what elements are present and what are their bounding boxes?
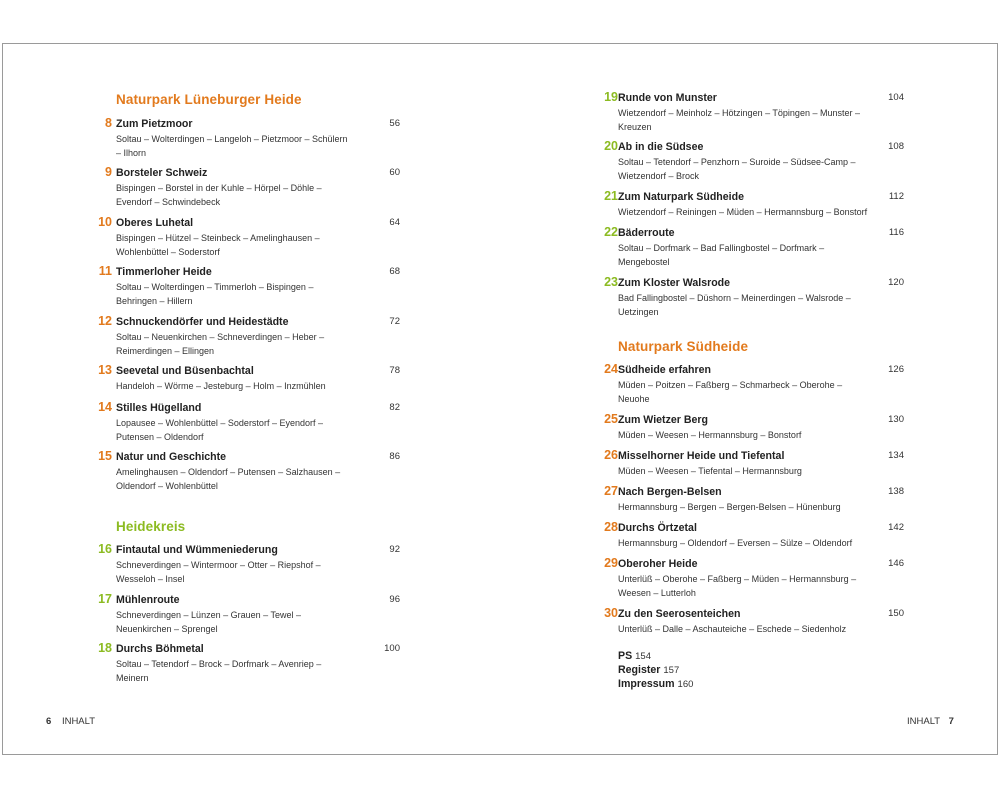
misc-label: PS [618, 650, 633, 662]
entry-page-number: 108 [888, 141, 904, 152]
entry-page-number: 72 [389, 316, 400, 327]
footer-page-number: 6 [46, 716, 52, 727]
toc-entry-18[interactable] [98, 641, 400, 685]
entry-places: Schneverdingen – Wintermoor – Otter – Riepshof – Wesseloh – Insel [116, 560, 321, 584]
entry-page-number: 82 [389, 402, 400, 413]
entry-number: 18 [98, 641, 112, 655]
entry-places: Soltau – Neuenkirchen – Schneverdingen – Heber – Reimerdingen – Ellingen [116, 332, 325, 356]
entry-page-number: 112 [888, 191, 904, 202]
entry-page-number: 92 [389, 544, 400, 555]
entry-title: Zum Kloster Walsrode [618, 277, 731, 289]
entry-places: Unterlüß – Oberohe – Faßberg – Müden – Hermannsburg – Weesen – Lutterloh [618, 574, 857, 598]
entry-places: Müden – Weesen – Tiefental – Hermannsburg [618, 466, 802, 476]
entry-title: Runde von Munster [618, 92, 717, 104]
entry-title: Mühlenroute [116, 594, 180, 606]
entry-number: 26 [604, 448, 618, 462]
toc-entry-10[interactable] [98, 215, 400, 259]
entry-number: 30 [604, 606, 618, 620]
toc-entry-12[interactable] [98, 314, 400, 358]
toc-entry-14[interactable] [98, 400, 400, 444]
toc-entry-21[interactable] [604, 189, 904, 219]
toc-entry-ps[interactable] [618, 649, 651, 664]
toc-entry-26[interactable] [604, 448, 904, 478]
entry-places: Müden – Weesen – Hermannsburg – Bonstorf [618, 430, 802, 440]
toc-entry-impressum[interactable] [618, 677, 693, 692]
entry-number: 28 [604, 520, 618, 534]
toc-entry-22[interactable] [604, 225, 904, 269]
section-heading-lueneburger-heide: Naturpark Lüneburger Heide [116, 92, 302, 107]
section-heading-suedheide: Naturpark Südheide [618, 339, 749, 354]
left-page-footer [46, 716, 95, 727]
entry-title: Nach Bergen-Belsen [618, 486, 722, 498]
entry-places: Soltau – Tetendorf – Penzhorn – Suroide – Südsee-Camp – Wietzendorf – Brock [618, 157, 856, 181]
misc-page-number: 157 [663, 665, 680, 676]
entry-places: Schneverdingen – Lünzen – Grauen – Tewel – Neuenkirchen – Sprengel [116, 610, 301, 634]
entry-number: 23 [604, 275, 618, 289]
misc-label: Register [618, 664, 661, 676]
entry-number: 21 [604, 189, 618, 203]
toc-entry-16[interactable] [98, 542, 400, 586]
entry-number: 29 [604, 556, 618, 570]
entry-number: 12 [98, 314, 112, 328]
entry-places: Handeloh – Wörme – Jesteburg – Holm – Inzmühlen [116, 381, 326, 391]
entry-title: Zum Wietzer Berg [618, 414, 708, 426]
entry-places: Soltau – Tetendorf – Brock – Dorfmark – Avenriep – Meinern [116, 659, 322, 683]
entry-places: Lopausee – Wohlenbüttel – Soderstorf – Eyendorf – Putensen – Oldendorf [116, 418, 323, 442]
toc-entry-13[interactable] [98, 363, 400, 393]
right-page-footer [907, 716, 954, 727]
entry-number: 16 [98, 542, 112, 556]
entry-places: Wietzendorf – Meinholz – Hötzingen – Töpingen – Munster – Kreuzen [618, 108, 860, 132]
entry-title: Zu den Seerosenteichen [618, 608, 741, 620]
entry-places: Soltau – Wolterdingen – Timmerloh – Bispingen – Behringen – Hillern [116, 282, 314, 306]
entry-page-number: 142 [888, 522, 904, 533]
entry-places: Bispingen – Hützel – Steinbeck – Amelinghausen – Wohlenbüttel – Soderstorf [116, 233, 320, 257]
entry-page-number: 104 [888, 92, 904, 103]
entry-page-number: 86 [389, 451, 400, 462]
entry-page-number: 60 [389, 167, 400, 178]
entry-page-number: 100 [384, 643, 400, 654]
entry-number: 15 [98, 449, 112, 463]
entry-title: Zum Pietzmoor [116, 118, 193, 130]
toc-entry-9[interactable] [105, 165, 400, 209]
entry-title: Borsteler Schweiz [116, 167, 208, 179]
toc-entry-25[interactable] [604, 412, 904, 442]
entry-number: 24 [604, 362, 618, 376]
entry-page-number: 120 [888, 277, 904, 288]
entry-page-number: 134 [888, 450, 904, 461]
entry-places: Soltau – Wolterdingen – Langeloh – Pietzmoor – Schülern – Ilhorn [116, 134, 348, 158]
toc-entry-30[interactable] [604, 606, 904, 636]
entry-title: Stilles Hügelland [116, 402, 202, 414]
entry-title: Fintautal und Wümmeniederung [116, 544, 278, 556]
toc-entry-24[interactable] [604, 362, 904, 406]
entry-number: 11 [98, 264, 112, 278]
entry-places: Wietzendorf – Reiningen – Müden – Hermannsburg – Bonstorf [618, 207, 868, 217]
entry-page-number: 138 [888, 486, 904, 497]
misc-label: Impressum [618, 678, 675, 690]
entry-places: Bispingen – Borstel in der Kuhle – Hörpel – Döhle – Evendorf – Schwindebeck [116, 183, 322, 207]
footer-label: INHALT [61, 716, 96, 727]
toc-entry-28[interactable] [604, 520, 904, 550]
entry-number: 14 [98, 400, 112, 414]
toc-entry-11[interactable] [98, 264, 400, 308]
entry-page-number: 68 [389, 266, 400, 277]
entry-title: Oberoher Heide [618, 558, 698, 570]
entry-title: Natur und Geschichte [116, 451, 227, 463]
entry-number: 17 [98, 592, 112, 606]
entry-page-number: 56 [389, 118, 400, 129]
entry-places: Hermannsburg – Oldendorf – Eversen – Sülze – Oldendorf [618, 538, 853, 548]
entry-page-number: 150 [888, 608, 904, 619]
misc-page-number: 160 [677, 679, 694, 690]
entry-title: Südheide erfahren [618, 364, 712, 376]
footer-label: INHALT [907, 716, 940, 727]
entry-number: 13 [98, 363, 112, 377]
entry-title: Bäderroute [618, 227, 675, 239]
entry-title: Durchs Örtzetal [618, 522, 697, 534]
entry-title: Timmerloher Heide [116, 266, 212, 278]
entry-title: Oberes Luhetal [116, 217, 194, 229]
entry-page-number: 130 [888, 414, 904, 425]
toc-entry-27[interactable] [604, 484, 904, 514]
entry-title: Misselhorner Heide und Tiefental [618, 450, 785, 462]
section-heading-heidekreis: Heidekreis [116, 519, 186, 534]
toc-entry-20[interactable] [604, 139, 904, 183]
entry-title: Zum Naturpark Südheide [618, 191, 744, 203]
entry-page-number: 116 [888, 227, 904, 238]
entry-page-number: 64 [389, 217, 400, 228]
entry-page-number: 126 [888, 364, 904, 375]
toc-entry-29[interactable] [604, 556, 904, 600]
toc-entry-15[interactable] [98, 449, 400, 493]
toc-entry-17[interactable] [98, 592, 400, 636]
entry-places: Müden – Poitzen – Faßberg – Schmarbeck – Oberohe – Neuohe [618, 380, 843, 404]
entry-title: Schnuckendörfer und Heidestädte [116, 316, 289, 328]
footer-page-number: 7 [948, 716, 954, 727]
entry-page-number: 96 [389, 594, 400, 605]
entry-places: Amelinghausen – Oldendorf – Putensen – Salzhausen – Oldendorf – Wohlenbüttel [116, 467, 341, 491]
entry-title: Seevetal und Büsenbachtal [116, 365, 254, 377]
toc-entry-23[interactable] [604, 275, 904, 319]
entry-number: 19 [604, 90, 618, 104]
entry-number: 22 [604, 225, 618, 239]
toc-entry-8[interactable] [105, 116, 400, 160]
entry-title: Durchs Böhmetal [116, 643, 204, 655]
entry-number: 27 [604, 484, 618, 498]
misc-page-number: 154 [635, 651, 651, 662]
entry-page-number: 78 [389, 365, 400, 376]
entry-page-number: 146 [888, 558, 904, 569]
entry-places: Bad Fallingbostel – Düshorn – Meinerdingen – Walsrode – Uetzingen [618, 293, 851, 317]
entry-number: 8 [105, 116, 112, 130]
toc-entry-19[interactable] [604, 90, 904, 134]
entry-places: Hermannsburg – Bergen – Bergen-Belsen – Hünenburg [618, 502, 841, 512]
entry-number: 20 [604, 139, 618, 153]
entry-title: Ab in die Südsee [618, 141, 704, 153]
entry-number: 10 [98, 215, 112, 229]
entry-number: 9 [105, 165, 112, 179]
entry-places: Unterlüß – Dalle – Aschauteiche – Eschede – Siedenholz [618, 624, 847, 634]
toc-entry-register[interactable] [618, 663, 679, 678]
entry-places: Soltau – Dorfmark – Bad Fallingbostel – Dorfmark – Mengebostel [618, 243, 825, 267]
entry-number: 25 [604, 412, 618, 426]
